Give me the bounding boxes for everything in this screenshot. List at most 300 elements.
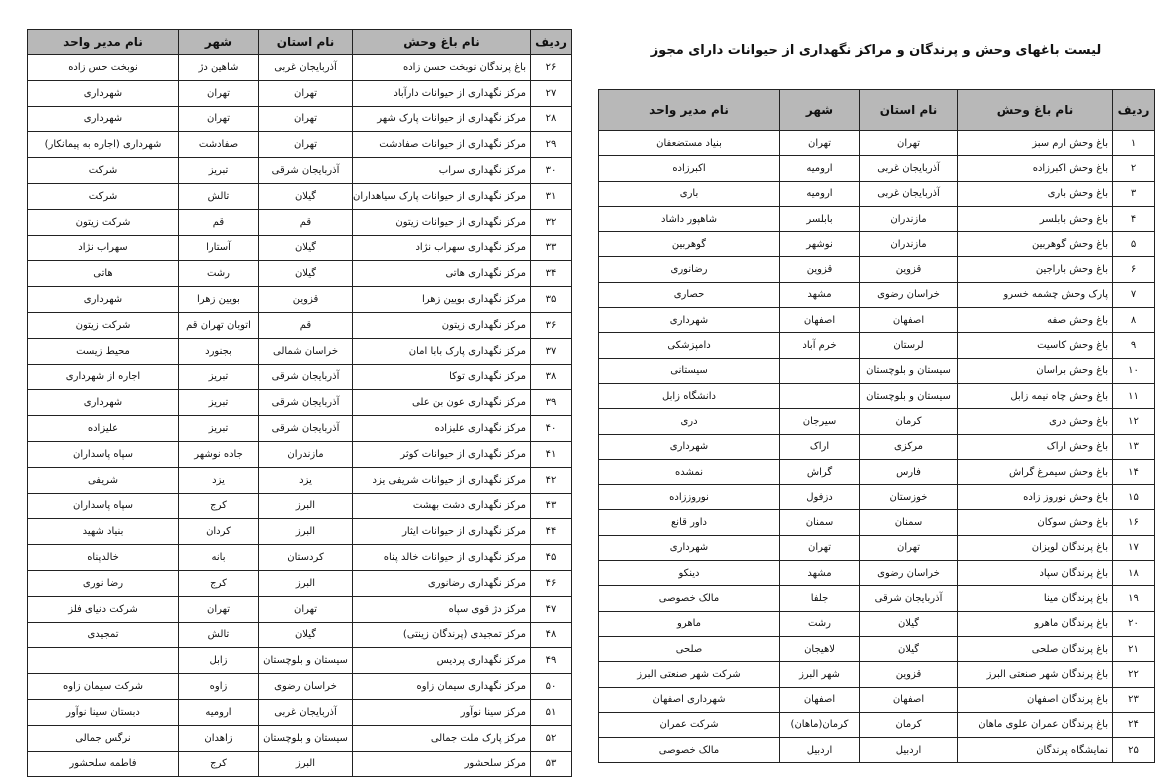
cell-zoo-name: مرکز سینا نوآور: [353, 699, 531, 725]
cell-row-number: ۹: [1113, 333, 1155, 358]
cell-province: آذربایجان شرقی: [259, 158, 353, 184]
cell-zoo-name: پارک وحش چشمه خسرو: [958, 282, 1113, 307]
cell-city: کرج: [179, 751, 259, 777]
cell-province: اردبیل: [860, 738, 958, 763]
cell-row-number: ۱۷: [1113, 535, 1155, 560]
cell-row-number: ۲۴: [1113, 712, 1155, 737]
table-row: [599, 282, 1155, 307]
cell-row-number: ۴۵: [531, 545, 572, 571]
cell-city: کرج: [179, 493, 259, 519]
cell-row-number: ۴۰: [531, 416, 572, 442]
cell-city: بجنورد: [179, 338, 259, 364]
cell-manager: سهراب نژاد: [28, 235, 179, 261]
cell-province: گیلان: [259, 183, 353, 209]
cell-manager: رضا نوری: [28, 570, 179, 596]
cell-province: مازندران: [259, 441, 353, 467]
cell-zoo-name: نمایشگاه پرندگان: [958, 738, 1113, 763]
table-row: [28, 132, 572, 158]
cell-province: کردستان: [259, 545, 353, 571]
cell-zoo-name: مرکز نگهداری زیتون: [353, 312, 531, 338]
cell-row-number: ۳۱: [531, 183, 572, 209]
table-row: [599, 257, 1155, 282]
cell-zoo-name: مرکز نگهداری از حیوانات شریفی یزد: [353, 467, 531, 493]
cell-manager: شهرداری: [599, 308, 780, 333]
header-manager: نام مدیر واحد: [28, 30, 179, 55]
cell-zoo-name: باغ پرندگان صلحی: [958, 636, 1113, 661]
table-row: [599, 333, 1155, 358]
cell-manager: صلحی: [599, 636, 780, 661]
cell-manager: شهرداری: [28, 80, 179, 106]
cell-zoo-name: مرکز نگهداری بویین زهرا: [353, 287, 531, 313]
cell-province: خراسان رضوی: [860, 282, 958, 307]
zoo-table-left: [27, 29, 572, 777]
cell-row-number: ۱: [1113, 131, 1155, 156]
cell-row-number: ۴۳: [531, 493, 572, 519]
cell-province: آذربایجان غربی: [860, 156, 958, 181]
cell-row-number: ۴۸: [531, 622, 572, 648]
table-row: [28, 80, 572, 106]
table-row: [28, 596, 572, 622]
cell-city: زاوه: [179, 674, 259, 700]
table-row: [599, 131, 1155, 156]
cell-zoo-name: باغ پرندگان لویزان: [958, 535, 1113, 560]
cell-province: سیستان و بلوچستان: [259, 725, 353, 751]
cell-city: تهران: [780, 535, 860, 560]
cell-manager: شرکت: [28, 158, 179, 184]
cell-manager: شرکت زیتون: [28, 312, 179, 338]
zoo-table-right: [598, 89, 1155, 763]
cell-zoo-name: مرکز نگهداری علیزاده: [353, 416, 531, 442]
cell-zoo-name: مرکز تمجیدی (پرندگان زینتی): [353, 622, 531, 648]
cell-row-number: ۱۵: [1113, 485, 1155, 510]
cell-zoo-name: باغ وحش اراک: [958, 434, 1113, 459]
cell-row-number: ۴۹: [531, 648, 572, 674]
table-row: [28, 441, 572, 467]
header-row-number: ردیف: [531, 30, 572, 55]
cell-province: گیلان: [259, 235, 353, 261]
table-row: [28, 648, 572, 674]
cell-city: ارومیه: [179, 699, 259, 725]
cell-province: تهران: [259, 132, 353, 158]
cell-city: قم: [179, 209, 259, 235]
cell-zoo-name: مرکز نگهداری پارک بابا امان: [353, 338, 531, 364]
cell-zoo-name: مرکز نگهداری از حیوانات دارآباد: [353, 80, 531, 106]
cell-province: آذربایجان غربی: [860, 181, 958, 206]
table-row: [599, 662, 1155, 687]
cell-row-number: ۲۷: [531, 80, 572, 106]
cell-row-number: ۳۷: [531, 338, 572, 364]
cell-manager: دینکو: [599, 561, 780, 586]
cell-city: زابل: [179, 648, 259, 674]
cell-province: مازندران: [860, 206, 958, 231]
header-zoo-name: نام باغ وحش: [353, 30, 531, 55]
cell-city: اردبیل: [780, 738, 860, 763]
cell-manager: دبستان سینا نوآور: [28, 699, 179, 725]
table-row: [28, 493, 572, 519]
cell-row-number: ۲۲: [1113, 662, 1155, 687]
cell-city: بانه: [179, 545, 259, 571]
table-row: [28, 209, 572, 235]
cell-zoo-name: مرکز نگهداری از حیوانات صفادشت: [353, 132, 531, 158]
cell-row-number: ۲: [1113, 156, 1155, 181]
cell-province: قزوین: [860, 662, 958, 687]
cell-province: یزد: [259, 467, 353, 493]
cell-city: رشت: [179, 261, 259, 287]
header-city: شهر: [780, 90, 860, 131]
header-province: نام استان: [860, 90, 958, 131]
cell-row-number: ۸: [1113, 308, 1155, 333]
cell-city: یزد: [179, 467, 259, 493]
table-row: [599, 712, 1155, 737]
cell-row-number: ۳۹: [531, 390, 572, 416]
cell-manager: فاطمه سلحشور: [28, 751, 179, 777]
cell-row-number: ۲۸: [531, 106, 572, 132]
cell-manager: شرکت: [28, 183, 179, 209]
cell-province: خراسان رضوی: [860, 561, 958, 586]
cell-zoo-name: مرکز نگهداری از حیوانات خالد پناه: [353, 545, 531, 571]
table-row: [28, 545, 572, 571]
cell-row-number: ۱۰: [1113, 358, 1155, 383]
cell-zoo-name: باغ وحش سوکان: [958, 510, 1113, 535]
cell-province: آذربایجان شرقی: [259, 416, 353, 442]
table-row: [28, 416, 572, 442]
cell-row-number: ۳۶: [531, 312, 572, 338]
cell-row-number: ۵۰: [531, 674, 572, 700]
cell-zoo-name: مرکز سلحشور: [353, 751, 531, 777]
cell-manager: شهرداری: [28, 287, 179, 313]
cell-province: قزوین: [259, 287, 353, 313]
cell-manager: علیزاده: [28, 416, 179, 442]
cell-zoo-name: مرکز نگهداری رضانوری: [353, 570, 531, 596]
cell-row-number: ۷: [1113, 282, 1155, 307]
cell-province: تهران: [259, 596, 353, 622]
cell-city: تبریز: [179, 158, 259, 184]
cell-manager: شهرداری اصفهان: [599, 687, 780, 712]
table-row: [28, 312, 572, 338]
table-row: [28, 183, 572, 209]
cell-manager: رضانوری: [599, 257, 780, 282]
cell-city: آستارا: [179, 235, 259, 261]
table-row: [599, 383, 1155, 408]
table-row: [599, 738, 1155, 763]
cell-city: سمنان: [780, 510, 860, 535]
cell-row-number: ۴۱: [531, 441, 572, 467]
cell-province: خراسان شمالی: [259, 338, 353, 364]
cell-manager: شهرداری: [28, 106, 179, 132]
cell-zoo-name: باغ وحش گوهربین: [958, 232, 1113, 257]
table-row: [599, 586, 1155, 611]
table-row: [599, 156, 1155, 181]
cell-zoo-name: باغ پرندگان نوبخت حسن زاده: [353, 55, 531, 81]
cell-province: اصفهان: [860, 687, 958, 712]
cell-row-number: ۱۸: [1113, 561, 1155, 586]
table-row: [28, 235, 572, 261]
cell-city: کردان: [179, 519, 259, 545]
cell-zoo-name: باغ وحش چاه نیمه زابل: [958, 383, 1113, 408]
table-row: [599, 611, 1155, 636]
cell-manager: اکبرزاده: [599, 156, 780, 181]
cell-manager: شرکت زیتون: [28, 209, 179, 235]
cell-province: آذربایجان غربی: [259, 55, 353, 81]
cell-zoo-name: باغ پرندگان مینا: [958, 586, 1113, 611]
cell-city: شهر البرز: [780, 662, 860, 687]
cell-zoo-name: مرکز نگهداری سراب: [353, 158, 531, 184]
table-row: [599, 535, 1155, 560]
cell-manager: شهرداری: [599, 434, 780, 459]
cell-manager: نوبخت حس زاده: [28, 55, 179, 81]
cell-city: مشهد: [780, 282, 860, 307]
cell-city: گراش: [780, 459, 860, 484]
cell-zoo-name: مرکز نگهداری از حیوانات پارک سیاهداران: [353, 183, 531, 209]
header-manager: نام مدیر واحد: [599, 90, 780, 131]
cell-city: دزفول: [780, 485, 860, 510]
cell-zoo-name: مرکز نگهداری از حیوانات پارک شهر: [353, 106, 531, 132]
cell-city: ارومیه: [780, 156, 860, 181]
cell-province: آذربایجان شرقی: [860, 586, 958, 611]
cell-manager: دری: [599, 409, 780, 434]
cell-city: تهران: [179, 106, 259, 132]
cell-zoo-name: مرکز نگهداری از حیوانات ایثار: [353, 519, 531, 545]
cell-manager: شرکت دنیای فلز: [28, 596, 179, 622]
cell-province: لرستان: [860, 333, 958, 358]
cell-zoo-name: باغ وحش بابلسر: [958, 206, 1113, 231]
cell-row-number: ۱۲: [1113, 409, 1155, 434]
cell-zoo-name: باغ وحش نوروز زاده: [958, 485, 1113, 510]
cell-province: خراسان رضوی: [259, 674, 353, 700]
table-row: [599, 561, 1155, 586]
cell-zoo-name: باغ وحش کاسیت: [958, 333, 1113, 358]
table-row: [28, 364, 572, 390]
cell-city: تهران: [780, 131, 860, 156]
table-row: [28, 674, 572, 700]
cell-city: خرم آباد: [780, 333, 860, 358]
table-row: [599, 358, 1155, 383]
cell-zoo-name: مرکز نگهداری سهراب نژاد: [353, 235, 531, 261]
cell-zoo-name: باغ وحش سیمرغ گراش: [958, 459, 1113, 484]
cell-city: جاده نوشهر: [179, 441, 259, 467]
table-row: [599, 232, 1155, 257]
cell-city: تهران: [179, 596, 259, 622]
table-row: [28, 622, 572, 648]
header-city: شهر: [179, 30, 259, 55]
table-header-row: [28, 30, 572, 55]
cell-row-number: ۳۰: [531, 158, 572, 184]
cell-manager: باری: [599, 181, 780, 206]
cell-manager: بنیاد شهید: [28, 519, 179, 545]
cell-row-number: ۵۲: [531, 725, 572, 751]
cell-row-number: ۱۳: [1113, 434, 1155, 459]
cell-row-number: ۲۶: [531, 55, 572, 81]
cell-province: مرکزی: [860, 434, 958, 459]
cell-zoo-name: باغ پرندگان ماهرو: [958, 611, 1113, 636]
table-row: [599, 485, 1155, 510]
cell-manager: دامپزشکی: [599, 333, 780, 358]
cell-manager: شرکت شهر صنعتی البرز: [599, 662, 780, 687]
cell-manager: سپاه پاسداران: [28, 493, 179, 519]
cell-manager: داور قانع: [599, 510, 780, 535]
document-title: لیست باغهای وحش و پرندگان و مراکز نگهداری از حیوانات دارای مجوز: [650, 43, 1102, 58]
cell-manager: شرکت عمران: [599, 712, 780, 737]
cell-city: بویین زهرا: [179, 287, 259, 313]
table-row: [28, 106, 572, 132]
cell-city: تهران: [179, 80, 259, 106]
cell-province: خوزستان: [860, 485, 958, 510]
header-row-number: ردیف: [1113, 90, 1155, 131]
table-row: [599, 459, 1155, 484]
cell-zoo-name: مرکز نگهداری از حیوانات زیتون: [353, 209, 531, 235]
cell-city: بابلسر: [780, 206, 860, 231]
cell-city: شاهین دژ: [179, 55, 259, 81]
table-row: [599, 308, 1155, 333]
cell-zoo-name: باغ وحش دری: [958, 409, 1113, 434]
cell-row-number: ۲۵: [1113, 738, 1155, 763]
cell-manager: نوروززاده: [599, 485, 780, 510]
table-row: [599, 510, 1155, 535]
cell-manager: تمجیدی: [28, 622, 179, 648]
cell-row-number: ۶: [1113, 257, 1155, 282]
cell-row-number: ۴۶: [531, 570, 572, 596]
cell-zoo-name: باغ پرندگان اصفهان: [958, 687, 1113, 712]
cell-city: قزوین: [780, 257, 860, 282]
cell-row-number: ۴: [1113, 206, 1155, 231]
table-row: [599, 636, 1155, 661]
table-row: [599, 206, 1155, 231]
cell-manager: نمشده: [599, 459, 780, 484]
cell-manager: شریفی: [28, 467, 179, 493]
cell-zoo-name: مرکز نگهداری توکا: [353, 364, 531, 390]
cell-zoo-name: باغ پرندگان شهر صنعتی البرز: [958, 662, 1113, 687]
cell-province: مازندران: [860, 232, 958, 257]
cell-zoo-name: باغ وحش اکبرزاده: [958, 156, 1113, 181]
cell-zoo-name: باغ پرندگان سپاد: [958, 561, 1113, 586]
cell-manager: هاتی: [28, 261, 179, 287]
cell-manager: مالک خصوصی: [599, 738, 780, 763]
cell-province: گیلان: [259, 622, 353, 648]
cell-city: [780, 358, 860, 383]
cell-zoo-name: مرکز پارک ملت جمالی: [353, 725, 531, 751]
cell-zoo-name: مرکز نگهداری پردیس: [353, 648, 531, 674]
cell-row-number: ۴۴: [531, 519, 572, 545]
cell-city: اصفهان: [780, 687, 860, 712]
cell-row-number: ۲۳: [1113, 687, 1155, 712]
cell-manager: سیستانی: [599, 358, 780, 383]
cell-manager: ماهرو: [599, 611, 780, 636]
cell-province: سیستان و بلوچستان: [860, 383, 958, 408]
cell-manager: شرکت سیمان زاوه: [28, 674, 179, 700]
table-row: [28, 158, 572, 184]
cell-row-number: ۵۱: [531, 699, 572, 725]
cell-zoo-name: باغ وحش ارم سبز: [958, 131, 1113, 156]
cell-manager: شهرداری (اجاره به پیمانکار): [28, 132, 179, 158]
cell-city: اصفهان: [780, 308, 860, 333]
cell-province: تهران: [259, 80, 353, 106]
cell-row-number: ۲۱: [1113, 636, 1155, 661]
cell-province: البرز: [259, 493, 353, 519]
cell-city: تالش: [179, 183, 259, 209]
cell-province: سمنان: [860, 510, 958, 535]
table-row: [28, 699, 572, 725]
table-row: [28, 287, 572, 313]
cell-province: آذربایجان شرقی: [259, 390, 353, 416]
table-row: [28, 390, 572, 416]
header-province: نام استان: [259, 30, 353, 55]
cell-city: تالش: [179, 622, 259, 648]
cell-manager: مالک خصوصی: [599, 586, 780, 611]
cell-manager: نرگس جمالی: [28, 725, 179, 751]
table-row: [599, 409, 1155, 434]
cell-city: جلفا: [780, 586, 860, 611]
cell-manager: اجاره از شهرداری: [28, 364, 179, 390]
table-header-row: [599, 90, 1155, 131]
cell-city: صفادشت: [179, 132, 259, 158]
cell-city: مشهد: [780, 561, 860, 586]
cell-row-number: ۵۳: [531, 751, 572, 777]
cell-city: ارومیه: [780, 181, 860, 206]
cell-city: سیرجان: [780, 409, 860, 434]
table-row: [599, 434, 1155, 459]
cell-manager: شهرداری: [599, 535, 780, 560]
cell-zoo-name: باغ وحش باری: [958, 181, 1113, 206]
cell-province: اصفهان: [860, 308, 958, 333]
cell-manager: دانشگاه زابل: [599, 383, 780, 408]
cell-row-number: ۲۹: [531, 132, 572, 158]
cell-row-number: ۳۸: [531, 364, 572, 390]
cell-row-number: ۳۵: [531, 287, 572, 313]
cell-province: آذربایجان شرقی: [259, 364, 353, 390]
cell-manager: حصاری: [599, 282, 780, 307]
table-row: [28, 725, 572, 751]
table-row: [28, 570, 572, 596]
cell-zoo-name: مرکز دژ قوی سپاه: [353, 596, 531, 622]
table-row: [28, 519, 572, 545]
cell-row-number: ۵: [1113, 232, 1155, 257]
cell-province: تهران: [860, 535, 958, 560]
cell-province: کرمان: [860, 712, 958, 737]
cell-province: البرز: [259, 519, 353, 545]
cell-city: رشت: [780, 611, 860, 636]
cell-manager: بنیاد مستضعفان: [599, 131, 780, 156]
cell-zoo-name: باغ وحش باراجین: [958, 257, 1113, 282]
cell-manager: شاهپور داشاد: [599, 206, 780, 231]
cell-city: نوشهر: [780, 232, 860, 257]
cell-row-number: ۱۴: [1113, 459, 1155, 484]
cell-zoo-name: مرکز نگهداری دشت بهشت: [353, 493, 531, 519]
cell-province: گیلان: [259, 261, 353, 287]
cell-city: کرج: [179, 570, 259, 596]
cell-province: قم: [259, 209, 353, 235]
cell-province: آذربایجان غربی: [259, 699, 353, 725]
cell-province: تهران: [259, 106, 353, 132]
cell-city: اراک: [780, 434, 860, 459]
cell-zoo-name: باغ وحش براسان: [958, 358, 1113, 383]
cell-province: سیستان و بلوچستان: [259, 648, 353, 674]
cell-zoo-name: مرکز نگهداری هاتی: [353, 261, 531, 287]
cell-manager: [28, 648, 179, 674]
cell-zoo-name: مرکز نگهداری عون بن علی: [353, 390, 531, 416]
cell-manager: خالدپناه: [28, 545, 179, 571]
cell-row-number: ۱۹: [1113, 586, 1155, 611]
cell-city: اتوبان تهران قم: [179, 312, 259, 338]
cell-zoo-name: باغ وحش صفه: [958, 308, 1113, 333]
table-row: [28, 261, 572, 287]
cell-row-number: ۲۰: [1113, 611, 1155, 636]
cell-row-number: ۴۲: [531, 467, 572, 493]
cell-manager: سپاه پاسداران: [28, 441, 179, 467]
table-row: [28, 751, 572, 777]
cell-zoo-name: مرکز نگهداری از حیوانات کوثر: [353, 441, 531, 467]
cell-province: قزوین: [860, 257, 958, 282]
cell-province: سیستان و بلوچستان: [860, 358, 958, 383]
